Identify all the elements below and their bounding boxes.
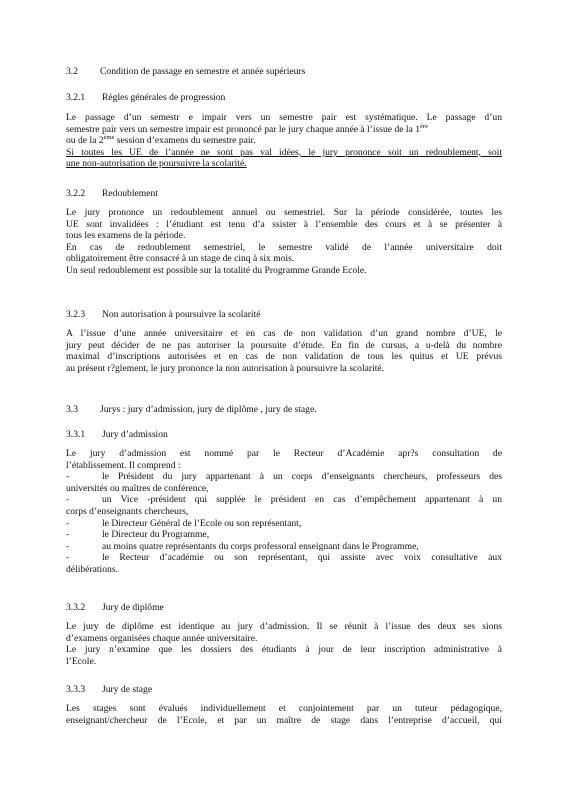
section-title: Condition de passage en semestre et année supérieurs bbox=[100, 66, 306, 77]
section-number: 3.3.2 bbox=[66, 602, 86, 613]
list-item-continuation: délibérations. bbox=[66, 563, 118, 575]
text-line: au présent r?glement, le jury prononce la non autorisation à poursuivre la scolarité. bbox=[66, 362, 385, 374]
heading-3-2-1 bbox=[66, 92, 225, 103]
list-dash: - bbox=[66, 552, 70, 564]
section-title: Non autorisation à poursuivre la scolarité bbox=[102, 309, 261, 320]
text-line: d’examens organisées chaque année universitaire. bbox=[66, 632, 258, 644]
section-number: 3.2.2 bbox=[66, 188, 86, 199]
list-dash: - bbox=[66, 529, 70, 541]
text-line: semestre pair vers un semestre impair est prononcé par le jury chaque année à l’issue de la 1ère bbox=[66, 122, 428, 135]
text-line: A l’issue d’une année universitaire et en cas de non validation d’un grand nombre d’UE, le bbox=[66, 328, 502, 339]
text-line: obligatoirement être consacré à un stage de cinq à six mois. bbox=[66, 253, 295, 265]
heading-3-2-2 bbox=[66, 188, 158, 199]
text-line: l’Ecole. bbox=[66, 655, 97, 667]
section-number: 3.2.1 bbox=[66, 92, 86, 103]
text-line: UE sont invalidées : l’étudiant est tenu d’a ssister à l’ensemble des cours et à se présenter à bbox=[66, 218, 502, 230]
text-line: Le jury d’admission est nommé par le Recteur d’Académie apr?s consultation de bbox=[66, 448, 502, 459]
list-dash: - bbox=[66, 540, 70, 552]
section-title: Jury d’admission bbox=[102, 429, 168, 440]
list-dash: - bbox=[66, 517, 70, 529]
heading-3-2 bbox=[66, 66, 305, 77]
superscript: ère bbox=[420, 122, 428, 130]
section-title: Règles générales de progression bbox=[102, 92, 226, 103]
section-number: 3.2 bbox=[66, 66, 78, 77]
heading-3-3-2 bbox=[66, 602, 164, 613]
paragraph-progression bbox=[66, 112, 502, 170]
section-number: 3.2.3 bbox=[66, 309, 86, 320]
list-item: - au moins quatre représentants du corps professoral enseignant dans le Programme, bbox=[66, 540, 419, 552]
text-line-underlined: une non-autorisation de poursuivre la scolarité. bbox=[66, 158, 247, 170]
text-line-underlined: Si toutes les UE de l’année ne sont pas val idées, le jury prononce soit un redoublement, soit bbox=[66, 146, 502, 158]
text-line: Un seul redoublement est possible sur la totalité du Programme Grande Ecole. bbox=[66, 264, 367, 276]
list-item-continuation: corps d’enseignants chercheurs, bbox=[66, 505, 189, 517]
list-item: - le Président du jury appartenant à un corps d’enseignants chercheurs, professeurs des bbox=[66, 471, 502, 483]
text-line: Le jury n’examine que les dossiers des étudiants à jour de leur inscription administrative à bbox=[66, 644, 502, 656]
text-line: Le passage d’un semestr e impair vers un semestre pair est systématique. Le passage d’un bbox=[66, 112, 502, 123]
text-line: ou de la 2ème session d’examens du semestre pair. bbox=[66, 134, 256, 147]
text-line: Le jury prononce un redoublement annuel ou semestriel. Sur la période considérée, toutes les bbox=[66, 207, 502, 218]
text-line: En cas de redoublement semestriel, le semestre validé de l’année universitaire doit bbox=[66, 241, 502, 253]
list-dash: - bbox=[66, 494, 70, 506]
heading-3-3-3 bbox=[66, 684, 152, 695]
text-line: tous les examens de la période. bbox=[66, 230, 186, 242]
heading-3-2-3 bbox=[66, 309, 261, 320]
section-title: Jury de stage bbox=[102, 684, 153, 695]
text-line: jury peut décider de ne pas autoriser la poursuite d’étude. En fin de cursus, a u-delà du nombre bbox=[66, 339, 502, 351]
list-item: - le Recteur d’académie ou son représentant, qui assiste avec voix consultative aux bbox=[66, 552, 502, 564]
heading-3-3 bbox=[66, 404, 317, 415]
paragraph-jury-admission bbox=[66, 448, 502, 576]
heading-3-3-1 bbox=[66, 429, 168, 440]
section-title: Jury de diplôme bbox=[102, 602, 164, 613]
paragraph-jury-stage bbox=[66, 703, 502, 726]
text-line: Les stages sont évalués individuellement et conjointement par un tuteur pédagogique, bbox=[66, 703, 502, 714]
text-line: l’établissement. Il comprend : bbox=[66, 459, 181, 471]
text-line: maximal d’inscriptions autorisées et en cas de non validation de tous les quitus et UE prévus bbox=[66, 351, 502, 363]
section-number: 3.3.3 bbox=[66, 684, 86, 695]
paragraph-non-autorisation bbox=[66, 328, 502, 374]
list-dash: - bbox=[66, 471, 70, 483]
section-title: Redoublement bbox=[102, 188, 158, 199]
paragraph-jury-diplome bbox=[66, 621, 502, 667]
text-line: enseignant/chercheur de l’Ecole, et par un maître de stage dans l’entreprise d’accueil, qui bbox=[66, 714, 502, 726]
paragraph-redoublement bbox=[66, 207, 502, 277]
section-title: Jurys : jury d’admission, jury de diplôme , jury de stage. bbox=[100, 404, 317, 415]
superscript: ème bbox=[103, 134, 115, 142]
list-item: - le Directeur Général de l’Ecole ou son représentant, bbox=[66, 517, 302, 529]
section-number: 3.3.1 bbox=[66, 429, 86, 440]
list-item: - le Directeur du Programme, bbox=[66, 529, 210, 541]
list-item: - un Vice -président qui supplée le président en cas d’empêchement appartenant à un bbox=[66, 494, 502, 506]
text-line: Le jury de diplôme est identique au jury d’admission. Il se réunit à l’issue des deux ses sions bbox=[66, 621, 502, 632]
list-item-continuation: universités ou maîtres de conférence, bbox=[66, 482, 209, 494]
section-number: 3.3 bbox=[66, 404, 78, 415]
